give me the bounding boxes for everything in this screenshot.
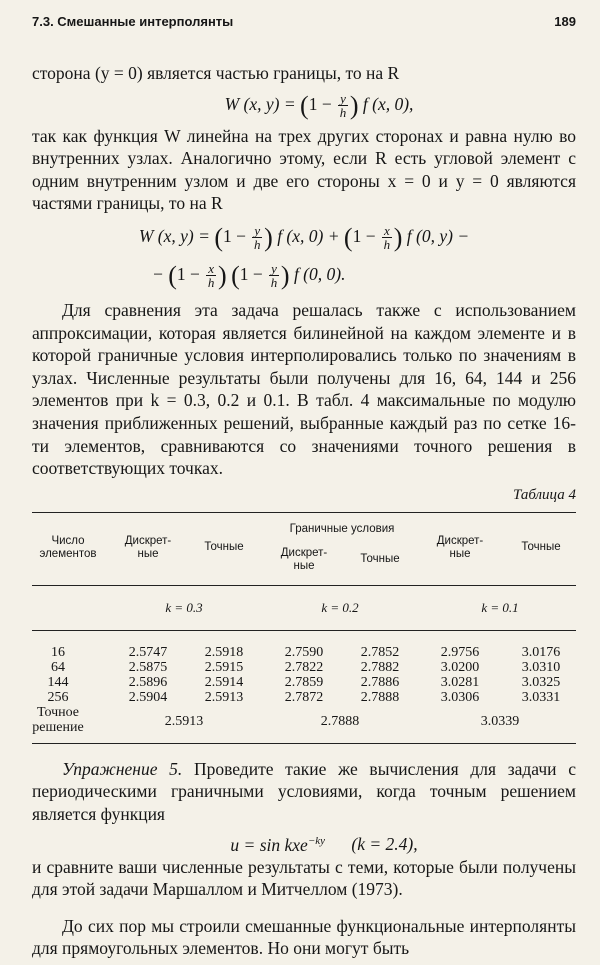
table-header: Число элементов Дискрет- ные Точные Граничные условия Дискрет- ные Точные Дискрет- ные Точные — [39, 522, 561, 572]
section-title: 7.3. Смешанные интерполянты — [32, 14, 234, 29]
table-cell: 2.7822 — [284, 659, 324, 675]
table-row — [32, 675, 576, 690]
table-cell: 2.5913 — [204, 689, 244, 705]
paragraph-1: сторона (y = 0) является частью границы, то на R — [32, 63, 400, 83]
table-cell: 2.9756 — [440, 644, 480, 660]
table-cell: 2.5875 — [128, 659, 168, 675]
table-cell: 3.0331 — [521, 689, 561, 705]
paragraph-2: так как функция W линейна на трех других сторонах и равна нулю во внутренних узлах. Аналогично этому, если R есть угловой элемент с одним внутренним узлом и две его стороны x = 0 и y = 0 являются частями границы, то на R — [32, 125, 576, 214]
table-row — [32, 690, 576, 705]
exercise-title: Упражнение 5. — [62, 758, 183, 779]
exercise-paragraph-continued: и сравните ваши численные результаты с теми, которые были получены для этой задачи Маршаллом и Митчеллом (1973). — [32, 856, 576, 900]
table-cell: 2.5747 — [128, 644, 168, 660]
table-cell: 3.0281 — [440, 674, 480, 690]
table-cell: 3.0306 — [440, 689, 480, 705]
table-cell: 2.7888 — [360, 689, 400, 705]
table-cell: 2.5904 — [128, 689, 168, 705]
table-cell: 2.7872 — [284, 689, 324, 705]
paragraph-3: Для сравнения эта задача решалась также с использованием аппроксимации, которая является билинейной на каждом элементе и в которой граничные условия интерполировались только по значениям в узлах. Численные результаты были получены для 16, 64, 144 и 256 элементов при k = 0.3, 0.2 и 0.1. В табл. 4 максимальные по модулю значения приближенных решений, выбранные каждый раз по сетке 16-ти элементов, сравниваются со значениями точного решения в соответствующих точках. — [32, 299, 576, 479]
table-cell: 2.7590 — [284, 644, 324, 660]
table-cell: 2.7852 — [360, 644, 400, 660]
formula-1: W (x, y) = (1 − $\frac{y}{h}$ ) f (x, 0), — [224, 90, 414, 121]
table-cell: 2.5918 — [204, 644, 244, 660]
formula-2-line-1: W (x, y) = (1 − $\frac{y}{h}$ ) f (x, 0) + (1 − $\frac{x}{h}$ ) f (0, y) − — [138, 222, 470, 253]
table-row — [32, 660, 576, 675]
page — [32, 14, 576, 960]
table-cell: 144 — [47, 674, 69, 690]
exercise-paragraph: Упражнение 5. Проведите такие же вычисления для задачи с периодическими граничными условиями, когда точным решением является функция — [32, 758, 576, 824]
formula-2-line-2: − (1 − $\frac{x}{h}$ ) (1 − $\frac{y}{h}$ ) f (0, 0). — [152, 260, 346, 291]
exercise-formula: u = sin kxe$^{-ky}$ (k = 2.4), — [230, 834, 418, 855]
table-cell: 16 — [51, 644, 65, 660]
exact-solution-row: Точное решение 2.5913 2.7888 3.0339 — [32, 704, 520, 735]
table-caption: Таблица 4 — [513, 486, 576, 503]
table-cell: 3.0325 — [521, 674, 561, 690]
k-values-row: k = 0.3 k = 0.2 k = 0.1 — [165, 599, 519, 615]
table-cell: 64 — [51, 659, 65, 675]
last-paragraph: До сих пор мы строили смешанные функциональные интерполянты для прямоугольных элементов. Но они могут быть — [32, 915, 576, 959]
table-cell: 2.7886 — [360, 674, 400, 690]
table-body — [32, 645, 576, 705]
running-header — [32, 14, 576, 40]
table-cell: 256 — [47, 689, 69, 705]
table-cell: 3.0176 — [521, 644, 561, 660]
table-cell: 3.0200 — [440, 659, 480, 675]
table-cell: 2.7882 — [360, 659, 400, 675]
table-cell: 2.5896 — [128, 674, 168, 690]
page-number: 189 — [554, 14, 576, 29]
table-cell: 3.0310 — [521, 659, 561, 675]
table-cell: 2.7859 — [284, 674, 324, 690]
table-cell: 2.5915 — [204, 659, 244, 675]
table-cell: 2.5914 — [204, 674, 244, 690]
table-row — [32, 645, 576, 660]
results-table — [32, 512, 576, 744]
